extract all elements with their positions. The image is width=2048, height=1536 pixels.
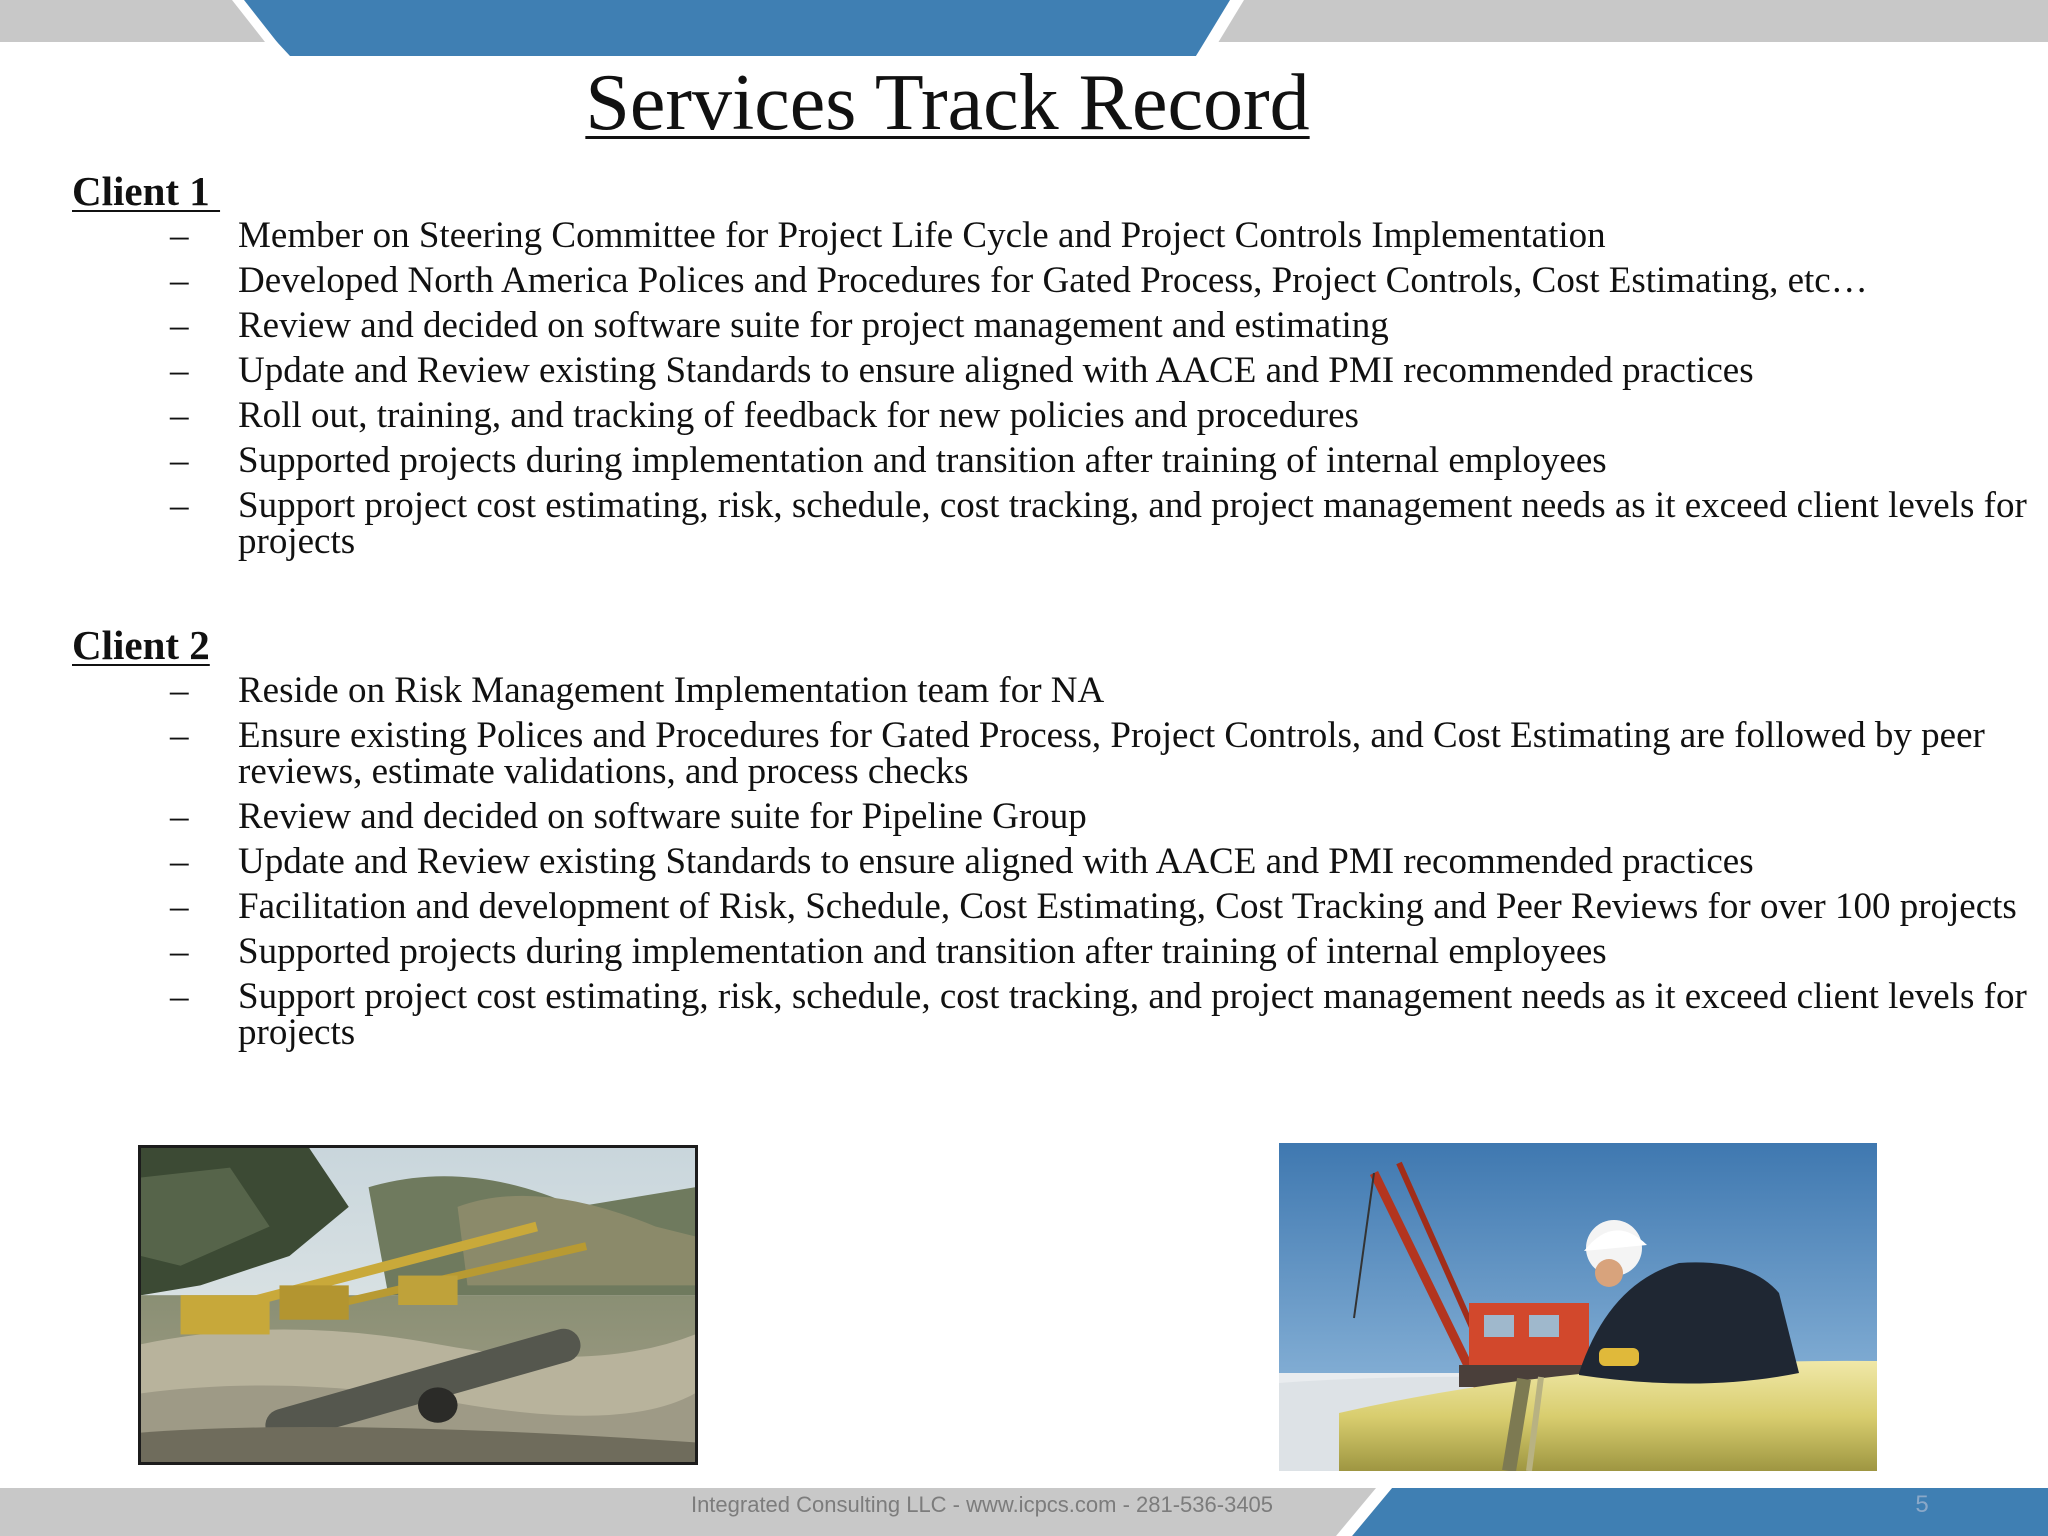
list-item (0, 841, 2048, 882)
bullet-text: Supported projects during implementation and transition after training of internal employees (238, 931, 1607, 972)
bullet-text: Supported projects during implementation and transition after training of internal employees (238, 440, 1607, 481)
bullet-text: Facilitation and development of Risk, Schedule, Cost Estimating, Cost Tracking and Peer Reviews for over 100 projects (238, 886, 2017, 927)
list-item (0, 260, 2048, 301)
bullet-text: Ensure existing Polices and Procedures for Gated Process, Project Controls, and Cost Estimating are followed by peer reviews, estimate validations, and process checks (238, 715, 1985, 792)
slide-title: Services Track Record (585, 59, 1310, 147)
footer-contact-text: Integrated Consulting LLC - www.icpcs.com - 281-536-3405 (690, 1492, 1274, 1517)
bullet-text: Member on Steering Committee for Project Life Cycle and Project Controls Implementation (238, 215, 1606, 256)
list-item (0, 976, 2048, 1053)
dash-bullet-icon: – (170, 260, 189, 301)
dash-bullet-icon: – (170, 670, 189, 711)
list-item (0, 796, 2048, 837)
list-item (0, 215, 2048, 256)
bullet-text: Support project cost estimating, risk, schedule, cost tracking, and project management needs as it exceed client levels for projects (238, 976, 2027, 1053)
dash-bullet-icon: – (170, 976, 189, 1017)
list-item (0, 931, 2048, 972)
dash-bullet-icon: – (170, 715, 189, 756)
dash-bullet-icon: – (170, 485, 189, 526)
top-decorative-band (0, 0, 2048, 56)
dash-bullet-icon: – (170, 796, 189, 837)
bullet-text: Update and Review existing Standards to ensure aligned with AACE and PMI recommended practices (238, 841, 1754, 882)
pipeline-worker-welding-photo (1279, 1143, 1877, 1471)
bullet-text: Update and Review existing Standards to ensure aligned with AACE and PMI recommended practices (238, 350, 1754, 391)
dash-bullet-icon: – (170, 215, 189, 256)
bullet-text: Developed North America Polices and Procedures for Gated Process, Project Controls, Cost Estimating, etc… (238, 260, 1868, 301)
list-item (0, 395, 2048, 436)
bullet-text: Review and decided on software suite for project management and estimating (238, 305, 1389, 346)
dash-bullet-icon: – (170, 841, 189, 882)
list-item (0, 350, 2048, 391)
bullet-text: Reside on Risk Management Implementation team for NA (238, 670, 1105, 711)
list-item (0, 670, 2048, 711)
client-1-heading: Client 1 (72, 168, 221, 214)
client-1-bullet-list (0, 215, 2048, 569)
bullet-text: Support project cost estimating, risk, schedule, cost tracking, and project management needs as it exceed client levels for projects (238, 485, 2027, 562)
dash-bullet-icon: – (170, 886, 189, 927)
pipeline-construction-site-photo (138, 1145, 698, 1465)
bullet-text: Roll out, training, and tracking of feedback for new policies and procedures (238, 395, 1359, 436)
page-number: 5 (1915, 1491, 1929, 1518)
client-2-bullet-list (0, 670, 2048, 1060)
client-2-heading: Client 2 (72, 622, 210, 668)
dash-bullet-icon: – (170, 395, 189, 436)
dash-bullet-icon: – (170, 931, 189, 972)
list-item (0, 485, 2048, 562)
bullet-text: Review and decided on software suite for Pipeline Group (238, 796, 1087, 837)
list-item (0, 886, 2048, 927)
dash-bullet-icon: – (170, 305, 189, 346)
list-item (0, 440, 2048, 481)
list-item (0, 305, 2048, 346)
dash-bullet-icon: – (170, 350, 189, 391)
list-item (0, 715, 2048, 792)
dash-bullet-icon: – (170, 440, 189, 481)
